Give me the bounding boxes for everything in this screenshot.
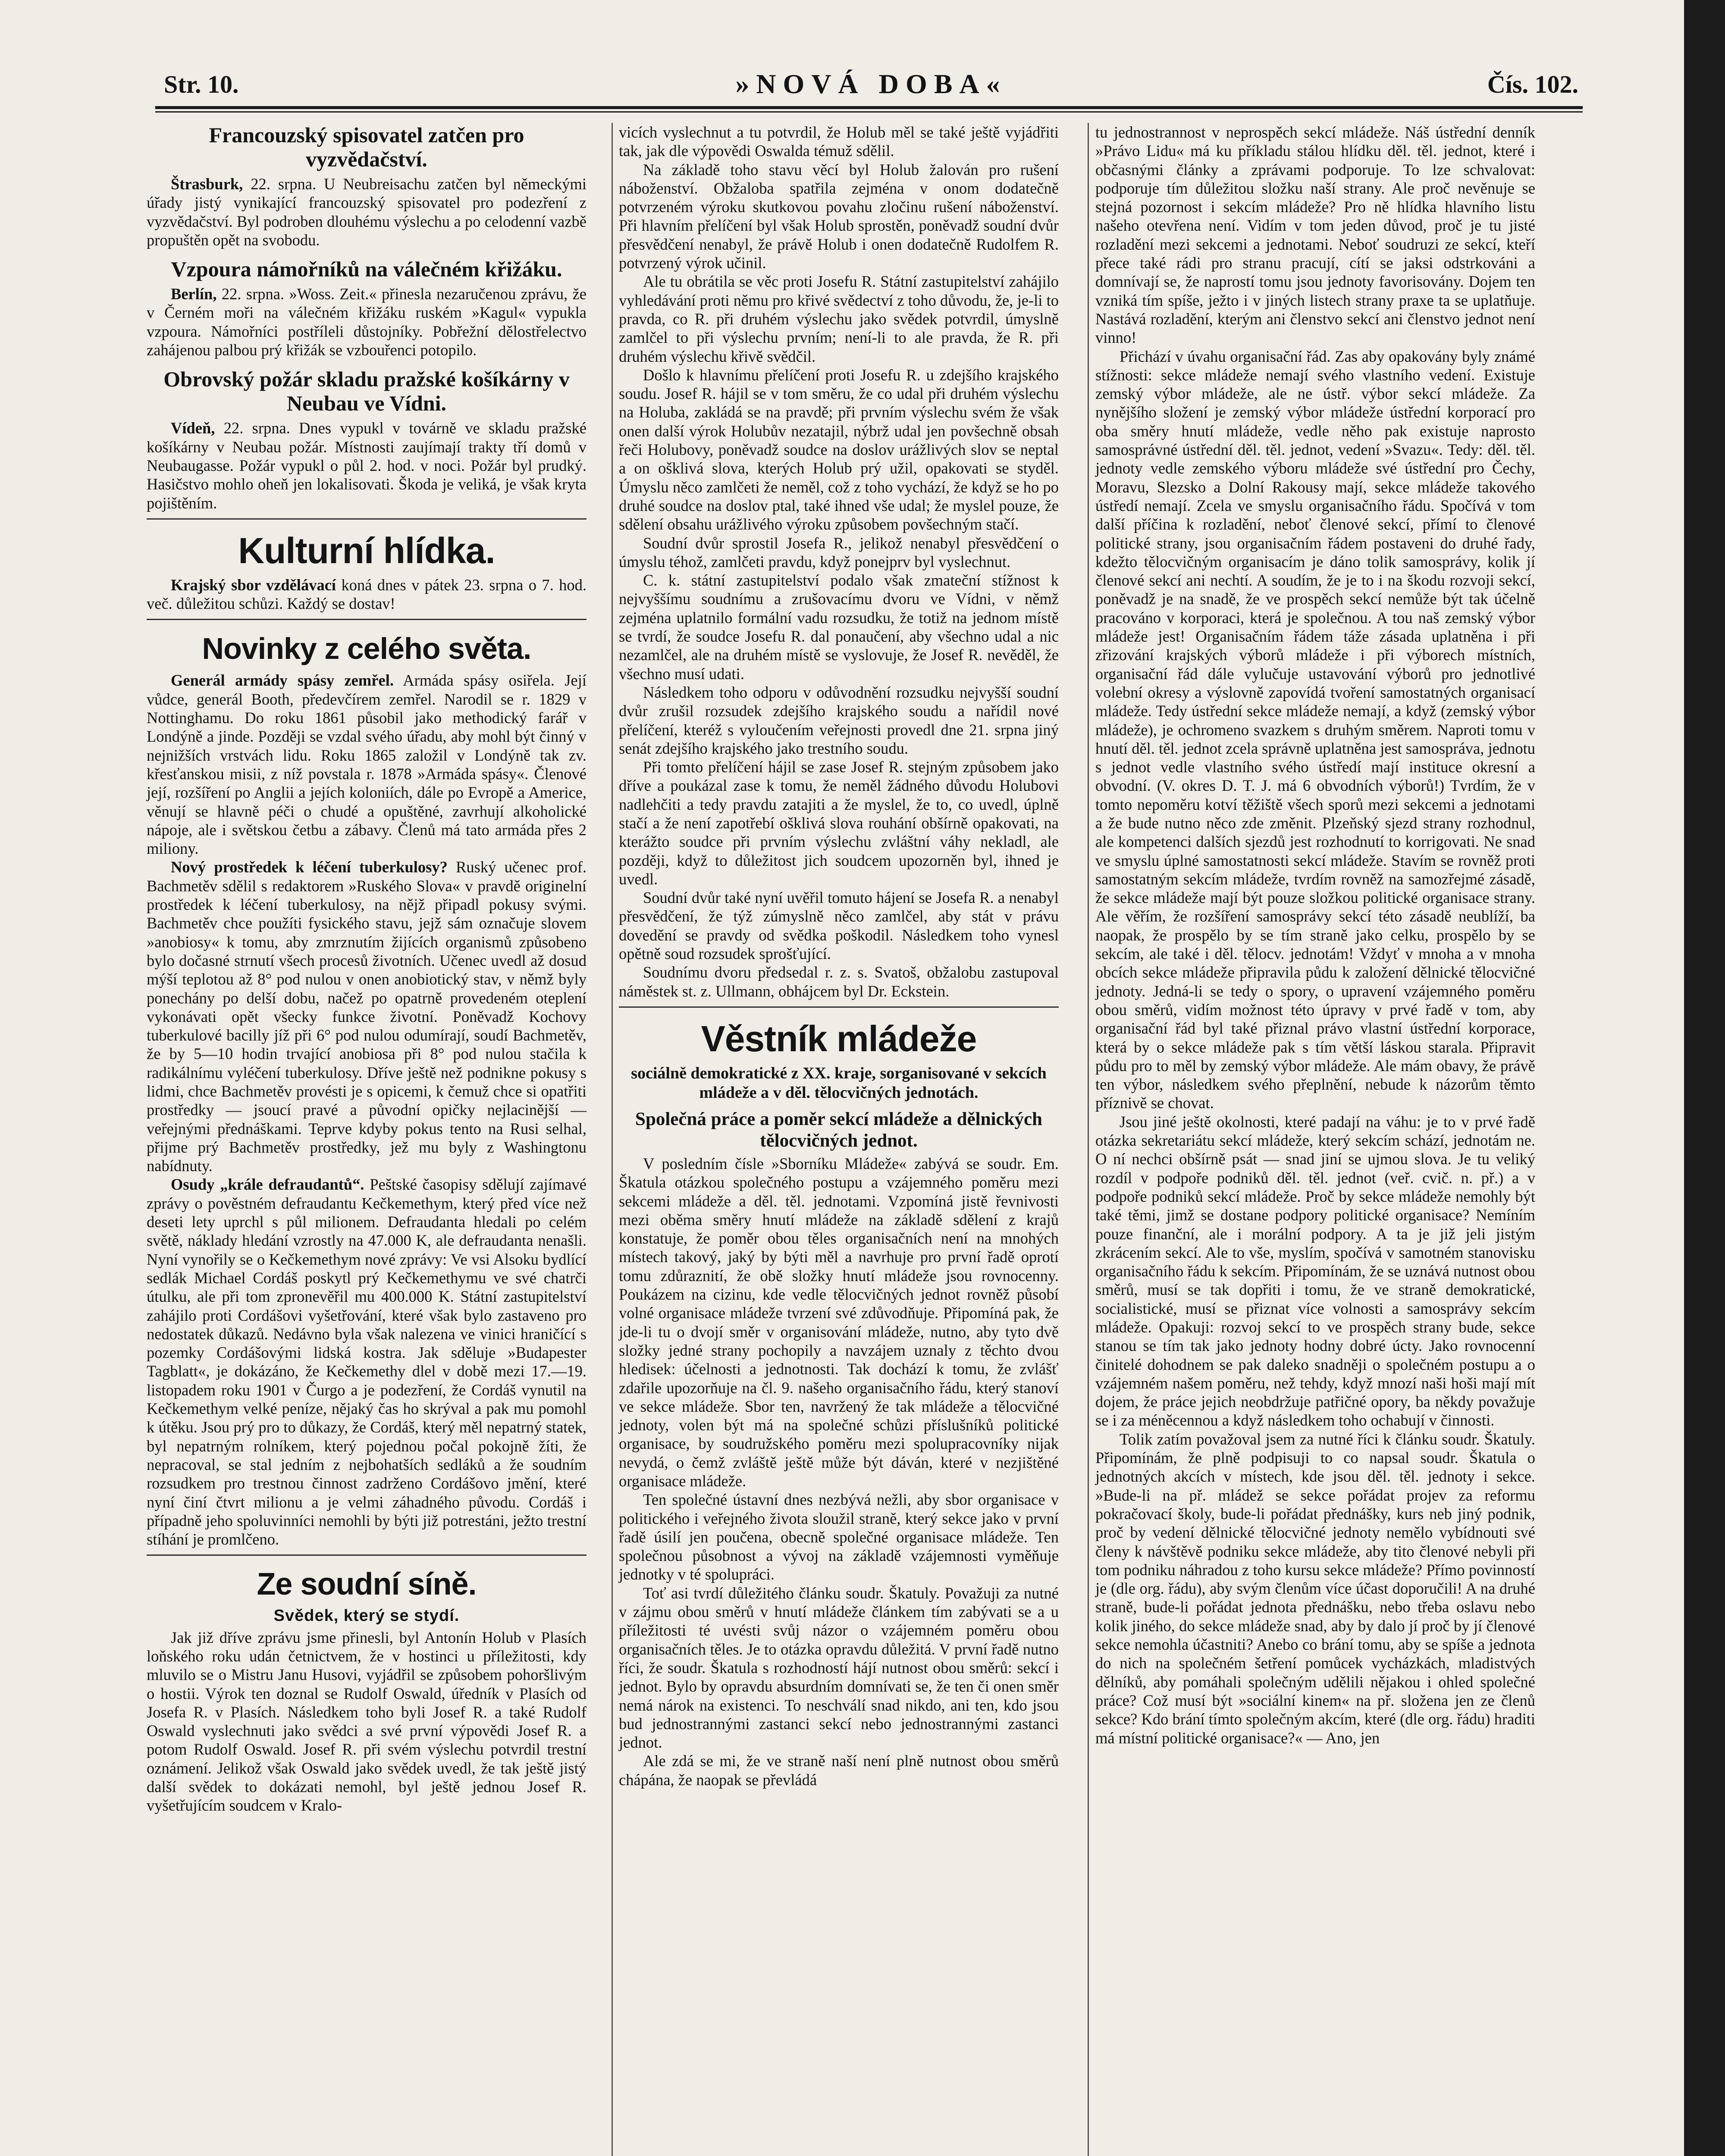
item-heading: Osudy „krále defraudantů“. (171, 1175, 364, 1194)
paragraph: Následkem toho odporu v odůvodnění rozsudku nejvyšší soudní dvůr zrušil rozsudek zdejšího krajského soudu a nařídil nové přelíčení, kteréž s vyloučením veřejnosti provedl dne 21. srpna jiný senát zdejšího krajského jako trestního soudu. (619, 683, 1059, 757)
section-rule (147, 518, 586, 520)
article-title: Obrovský požár skladu pražské košíkárny v Neubau ve Vídni. (163, 367, 570, 416)
column-divider (1088, 123, 1089, 2156)
section-title: Ze soudní síně. (257, 1567, 477, 1602)
header-rule-thin (155, 111, 1583, 113)
paragraph: Na základě toho stavu věcí byl Holub žalován pro rušení náboženství. Obžaloba spatřila zejména v onom dodatečně potvrzeném výroku skutkovou povahu zločinu rušení náboženství. Při hlavním přelíčení byl však Holub sprostěn, poněvadž soudní dvůr přesvědčení nenabyl, že právě Holub i onen dodatečně Rudolfem R. potvrzený výrok učinil. (619, 160, 1059, 272)
page-number: Str. 10. (164, 70, 239, 98)
paragraph: V posledním čísle »Sborníku Mládeže« zabývá se soudr. Em. Škatula otázkou společného postupu a vzájemného poměru mezi sekcemi mládeže a děl. těl. jednotami. Vzpomíná jistě řevnivosti mezi oběma směry hnutí mládeže na základě sdělení z krajů konstatuje, že poměr obou těles organisačních není na mnohých místech takový, jaký by býti měl a navrhuje pro první řadě oprotí tomu zdůraznití, že obě složky hnutí mládeže jsou rovnocenny. Poukázem na cizinu, kde vedle tělocvičných jednot rovněž působí volné organisace mládeže tvrzení své zdůvodňuje. Připomíná pak, že jde-li tu o dvojí směr v organisování mládeže, nutno, aby tyto dvě složky jedné strany pochopily a navzájem uznaly z těchto dvou hledisek: účelnosti a jednotnosti. Tak dochází k tomu, že zvlášť zdařile upozorňuje na čl. 9. našeho organisačního řádu, který stanoví ve sekce mládeže. Sbor ten, navržený že tak mládeže a tělocvičné jednoty, volen být má na společné schůzi příslušníků politické organisace, by soudružského poměru mezi spolupracovníky nijak nevydá, o čemž zvláště ještě může být dáván, které v nezjištěné organisace mládeže. (619, 1154, 1059, 1490)
section-subtitle: sociálně demokratické z XX. kraje, sorganisované v sekcích mládeže a v děl. tělocvičných jednotách. (631, 1064, 1047, 1102)
article-body: Jak již dříve zprávu jsme přinesli, byl Antonín Holub v Plasích loňského roku udán četnictvem, že v hostinci u příležitosti, kdy mluvilo se o Mistru Janu Husovi, vyjádřil se způsobem pohoršlivým o hostii. Výrok ten doznal se Rudolf Oswald, úředník v Plasích od Josefa R. v Plasích. Následkem toho byli Josef R. a také Rudolf Oswald vyslechnuti jako svědci a své první výpovědi Josef R. a potom Rudolf Oswald. Josef R. při svém výslechu potvrdil trestní oznámení. Jelikož však Oswald jako svědek uvedl, že tak ještě jistý další svědek to dokázati nemohl, byl ještě jednou Josef R. vyšetřujícím soudcem v Kralo- (147, 1628, 586, 1814)
section-title: Věstník mládeže (701, 1018, 977, 1059)
paragraph: Při tomto přelíčení hájil se zase Josef R. stejným způsobem jako dříve a poukázal zase k tomu, že neměl žádného důvodu Holubovi nadlehčiti a tedy pravdu zatajiti a že myslel, že to, co uvedl, úplně stačí a že není zapotřebí ošklivá slova rouhání obšírně opakovati, na kterážto soudce při prvním výslechu zvláštní váhy nekladl, ale později, když to důležitost jich soudcem upozorněn byl, ihned je uvedl. (619, 758, 1059, 888)
paragraph: tu jednostrannost v neprospěch sekcí mládeže. Náš ústřední denník »Právo Lidu« má ku příkladu stálou hlídku děl. těl. jednot, které i občasnými články a zprávami podporuje. To lze schvalovat: podporuje tím důležitou složku naší strany. Ale proč nevěnuje se stejná pozornost i sekcím mládeže? Pro ně hlídka hlavního listu našeho otevřena není. Vidím v tom jeden důvod, proč je tu jisté rozladění mezi sekcemi a jednotami. Neboť soudruzi ze sekcí, kteří přece také rádi pro stranu pracují, cítí se jaksi odstrkováni a domnívají se, že naprostí tomu jsou jednoty favorisovány. Dojem ten vzniká tím spíše, ježto i v jiných listech strany praxe ta se uplatňuje. Nastává rozladění, kterým ani členstvo sekcí ani členstvo jednot není vinno! (1095, 123, 1535, 347)
header-rule (155, 106, 1583, 109)
paragraph: C. k. státní zastupitelství podalo však zmateční stížnost k nejvyššímu soudnímu a zrušovacímu dvoru ve Vídni, v němž zejména uplatnilo formální vadu rozsudku, že totiž na jednom místě se tvrdí, že soudce Josefu R. dal ponaučení, aby všechno udal a nic nezamlčel, ale na druhém místě se vyslovuje, že Josef R. nevěděl, že všechno musí udati. (619, 571, 1059, 683)
column-divider (612, 123, 613, 2156)
paragraph: Tolik zatím považoval jsem za nutné říci k článku soudr. Škatuly. Připomínám, že plně podpisuji to co napsal soudr. Škatula o jednotných akcích v místech, kde jsou děl. těl. jednoty i sekce. »Bude-li na př. mládež se sekce pořádat projev za reformu pokračovací školy, bude-li pořádat přednášky, kurs neb jiný podnik, proč by vedení dělnické tělocvičné jednoty nemělo vybídnouti své členy k návštěvě podniku sekce mládeže, aby tito členové nebyli při tom podniku náhradou z toho kursu sekce mládeže? Přímo povinností je (dle org. řádu), aby svým členům více účast doporučili! A na druhé straně, bude-li pořádat jednota přednášku, nebo třeba oslavu nebo kolik jiného, do sekce mládeže snad, aby by dalo jí proč by jí členové sekce nemohla účastniti? Anebo co brání tomu, aby se spíše a jednota do nich na společném šetření pomůcek vycházkách, mladistvých dělníků, aby pomáhali společným udělili nějakou i ohled společné práce? Což musí být »sociální kinem« na př. složena jen ze členů sekce? Kdo brání tímto společným akcím, které (dle org. řádu) hraditi má místní politické organisace?« — Ano, jen (1095, 1430, 1535, 1747)
article-body: 22. srpna. Dnes vypukl v továrně ve skladu pražské košíkárny v Neubau požár. Místnosti zaujímají trakty tří domů v Neubaugasse. Požár vypukl o půl 2. hod. v noci. Požár byl prudký. Hasičstvo mohlo oheň jen lokalisovati. Škoda je veliká, je však kryta pojištěním. (147, 419, 587, 512)
issue-number: Čís. 102. (1487, 70, 1578, 98)
paragraph: Ten společné ústavní dnes nezbývá nežli, aby sbor organisace v politického i veřejného života sloužil straně, který sekce jako v první řadě úsilí jen poučena, obecně společné organisace mládeže. Ten společnou působnost a vývoj na základě vzájemnosti vyměňuje jednotky v té spolupráci. (619, 1491, 1059, 1583)
masthead: »NOVÁ DOBA« (735, 69, 1007, 99)
dateline: Vídeň, (171, 419, 215, 437)
page-edge-shadow (1684, 0, 1725, 2156)
column-1 (147, 123, 586, 1815)
paragraph: Soudní dvůr také nyní uvěřil tomuto hájení se Josefa R. a nenabyl přesvědčení, že týž zúmyslně něco zamlčel, aby stát v právu dovedění se pravdy od svědka poškodil. Následkem toho vynesl opětně soud rozsudek sprošťující. (619, 889, 1059, 963)
section-title: Novinky z celého světa. (202, 632, 531, 666)
column-3 (1095, 123, 1535, 1747)
paragraph: Toť asi tvrdí důležitého článku soudr. Škatuly. Považuji za nutné v zájmu obou směrů v hnutí mládeže článkem tím zabývati se a u příležitosti té uvésti svůj názor o vzájemném poměru obou organisačních těles. Je to otázka opravdu důležitá. V první řadě nutno říci, že soudr. Škatula s rozhodností hájí nutnost obou směrů: sekcí i jednot. Bylo by opravdu absurdním domnívati se, že ten či onen směr nemá nárok na existenci. To neschválí snad nikdo, ani ten, kdo jsou bud jednostrannými zastanci sekcí nebo jednostrannými zastanci jednot. (619, 1584, 1059, 1752)
item-heading: Generál armády spásy zemřel. (171, 671, 394, 689)
paragraph: Soudnímu dvoru předsedal r. z. s. Svatoš, obžalobu zastupoval náměstek st. z. Ullmann, obhájcem byl Dr. Eckstein. (619, 963, 1059, 1000)
paragraph: Přichází v úvahu organisační řád. Zas aby opakovány byly známé stížnosti: sekce mládeže nemají svého vlastního vedení. Existuje zemský výbor mládeže, ale ne ústř. výbor sekcí mládeže. Za nynějšího složení je zemský výbor mládeže ústřední korporací pro oba směry hnutí mládeže, vedle něho pak existuje naprosto samosprávné ústřední děl. těl. jednot, vedení »Svazu«. Tedy: děl. těl. jednoty vedle zemského výboru mládeže své ústřední pro Čechy, Moravu, Slezsko a Dolní Rakousy mají, sekce mládeže takového ústředí nemají. Zcela ve smyslu organisačního řádu. Spočívá v tom další příčina k rozladění, neboť členové sekcí, přímí to členové politické strany, jsou organisačním řádem postaveni do druhé řady, kdežto tělocvičným organisacím je dáno tolik samosprávy, kolik jí členové sekcí ani nechtí. A soudím, že je to i na škodu rozvoji sekcí, poněvadž je na snadě, že ve prospěch sekcí nemůže být tak účelně pracováno v korporaci, která je společnou. A tou naš zemský výbor mládeže jest! Organisačním řádem táže zásada uplatněna i při zřizování krajských výborů mládeže i při výborech místních, organisační řád dále vylučuje ustavování výborů pro jednotlivé volební okresy a výslovně zapovídá tvoření samostatných organisací mládeže. Tedy ústřední sekce mládeže nemají, a když (zemský výbor mládeže), je ochromeno svazkem s druhým směrem. Naproti tomu v hnutí děl. těl. jednot zcela správně uplatněna jest samospráva, jednotu s jednot vedle vlastního svého ústředí mají instituce okresní a obvodní. (V. okres D. T. J. má 6 obvodních výborů!) Tvrdím, že v tomto nepoměru kotví těžiště všech sporů mezi sekcemi a jednotami a že bude nutno něco zde změnit. Plzeňský sjezd strany rozhodnul, ale kompetenci dalších sjezdů jest rozhodnutí to korrigovati. Ne snad ve smyslu úplné samostatnosti sekcí mládeže. Stavím se rovněž proti samostatným sekcím mládeže, tvrdím rovněž na samozřejmé zásadě, že sekce mládeže mají být pouze složkou politické organisace strany. Ale věřím, že rozšíření samosprávy sekcí této zásadě neublíží, ba naopak, že prospělo by se tím straně jako celku, prospělo by se sekcím, ale také i děl. tělocv. jednotám! Vždyť v mnoha a v mnoha obcích sekce mládeže připravila půdu k založení dělnické tělocvičné jednoty. Jedná-li se tedy o spory, o upravení vzájemného poměru obou směrů, vidím možnost této úpravy v prvé řadě v tom, aby organisační řád byl také přiznal právo vlastní ústřední korporace, která by o sekce mládeže pak s tím větší láskou starala. Připravit půdu pro to měl by zemský výbor mládeže. Ale mám obavy, že právě ten výbor, následkem svého přeplnění, nebude k názorům těmto příznivě se chovat. (1095, 347, 1535, 1112)
paragraph: Ale tu obrátila se věc proti Josefu R. Státní zastupitelství zahájilo vyhledávání proti němu pro křivé svědectví z toho důvodu, že, je-li to pravda, co R. při druhém výslechu jako svědek potvrdil, úmyslně zamlčel to při výslechu prvním; není-li to ale pravda, že R. při druhém výslechu křivě svědčil. (619, 273, 1059, 365)
column-2 (619, 123, 1059, 1789)
item-body: Armáda spásy osiřela. Její vůdce, generál Booth, předevčírem zemřel. Narodil se r. 1829 v Nottinghamu. Do roku 1861 působil jako methodický farář v Londýně a jinde. Později se vzdal svého úřadu, aby mohl být činný v nejnižších vrstvách lidu. Roku 1865 založil v Londýně tak zv. křesťanskou misii, z níž povstala r. 1878 »Armáda spásy«. Členové její, rozšíření po Anglii a jejích koloniích, dále po Evropě a Americe, věnují se hlavně péči o chudé a opuštěné, zavrhují alkoholické nápoje, ale i světskou četbu a zábavy. Členů má tato armáda přes 2 miliony. (147, 671, 586, 858)
article-title: Vzpoura námořníků na válečném křižáku. (171, 257, 562, 282)
notice-body: koná dnes v pátek 23. srpna o 7. hod. več. důležitou schůzi. Každý se dostav! (147, 576, 587, 613)
paragraph: vicích vyslechnut a tu potvrdil, že Holub měl se také ještě vyjádřiti tak, jak dle výpovědi Oswalda témuž sdělil. (619, 123, 1059, 160)
article-title: Společná práce a poměr sekcí mládeže a dělnických tělocvičných jednot. (635, 1109, 1042, 1151)
page-header (164, 60, 1578, 103)
article-body: U Neubreisachu zatčen byl německými úřady jistý vynikající francouzský spisovatel pro podezření z vyzvědačství. Byl podroben dlouhému výslechu a po celodenní vazbě propuštěn opět na svobodu. (147, 175, 587, 249)
notice-lead: Krajský sbor vzdělávací (171, 576, 336, 594)
article-title: Francouzský spisovatel zatčen pro vyzvědačství. (209, 123, 524, 171)
article-subtitle: Svědek, který se stydí. (273, 1607, 460, 1625)
dateline: Štrasburk, (171, 175, 243, 193)
dateline: Berlín, (171, 285, 217, 303)
article-body: 22. srpna. »Woss. Zeit.« přinesla nezaručenou zprávu, že v Černém moři na válečném křižáku ruském »Kagul« vypukla vzpoura. Námořníci postříleli důstojníky. Pobřežní dělostřelectvo zahájenou palbou prý křižák se vzbouřenci potopilo. (147, 285, 586, 359)
paragraph: Ale zdá se mi, že ve straně naší není plně nutnost obou směrů chápána, že naopak se převládá (619, 1752, 1059, 1789)
paragraph: Došlo k hlavnímu přelíčení proti Josefu R. u zdejšího krajského soudu. Josef R. hájil se v tom směru, že co udal při druhém výslechu na Holuba, zakládá se na pravdě; při prvním výslechu svém že však onen další výrok Holubův nezatajil, nýbrž udal jen povšechně obsah řeči Holubovy, poněvadž soudce na doslov urážlivých slov se neptal a on ošklivá slova, kterých Holub prý užil, opakovati se styděl. Úmyslu něco zamlčeti že neměl, což z toho vychází, že když se ho po druhé soudce na doslov ptal, také ihned vše udal; že myslel pouze, že sdělení obsahu urážlivého výroku způsobem povšechným stačí. (619, 366, 1059, 533)
item-heading: Nový prostředek k léčení tuberkulosy? (171, 858, 448, 876)
section-rule (619, 1006, 1059, 1008)
paragraph: Soudní dvůr sprostil Josefa R., jelikož nenabyl přesvědčení o úmyslu téhož, zamlčeti pravdu, když ponejprv byl vyslechnut. (619, 534, 1059, 570)
item-body: Peštské časopisy sdělují zajímavé zprávy o pověstném defraudantu Kečkemethym, který před více než deseti lety uprchl s půl milionem. Defraudanta hledali po celém světě, náklady hledání vzrostly na 47.000 K, ale defraudanta nenašli. Nyní vynořily se o Kečkemethym nové zprávy: Ve vsi Alsoku bydlící sedlák Michael Cordáš poskytl prý Kečkemethymu ve své chatrči útulku, ale při tom zpronevěřil mu 400.000 K. Státní zastupitelství zahájilo proti Cordášovi vyšetřování, které však bylo zastaveno pro nedostatek důkazů. Nedávno byla však nalezena ve vinici hraničící s pozemky Cordášovými lidská kostra. Jak sděluje »Budapester Tagblatt«, je dokázáno, že Kečkemethy dlel v době mezi 17.—19. listopadem roku 1901 v Čurgo a je podezření, že Cordáš vynutil na Kečkemethym velké peníze, nějaký čas ho skrýval a pak mu pomohl k útěku. Jsou prý pro to důkazy, že Cordáš, který měl nepatrný statek, byl nepatrným rolníkem, který pojednou počal pokojně žíti, že nepracoval, se stal jedním z nejbohatších sedláků a že soudním rozsudkem pro trestnou činnost zadrženo Cordášovo jmění, které nyní činí čtvrt milionu a je velmi záhadného původu. Cordáš i případně jeho spoluvinníci nemohli by býti již potrestáni, ježto trestní stíhání je promlčeno. (147, 1175, 586, 1548)
item-body: Ruský učenec prof. Bachmetěv sdělil s redaktorem »Ruského Slova« v pravdě originelní prostředek k léčení tuberkulosy, na nějž připadl pokusy svými. Bachmetěv chce použíti fysického stavu, jejž sám označuje slovem »anobiosy« k tomu, aby zmrznutím žijících organismů způsobeno bylo dočasné strnutí všech procesů životních. Učenec uvedl až dosud mýší teplotou až 8° pod nulou v onen anobiotický stav, v němž byly ponechány po delší dobu, načež po opatrně provedeném oteplení vykonávati opět všecky funkce životní. Poněvadž Kochovy tuberkulové bacilly jíž při 6° pod nulou odumírají, soudí Bachmetěv, že by 5—10 hodin trvající anobiosa při 8° pod nulou stačila k radikálnímu vyléčení tuberkulosy. Dříve ještě než podnikne pokusy s lidmi, chce Bachmetěv provésti je s opicemi, k čemuž chce si opatřiti prostředky — jsoucí pravé a původní opičky nejlacinější — veřejnými přednáškami. Teprve kdyby pokus tento na Rusi selhal, přijme prý Bachmetěv prostředky, jež mu byly z Washingtonu nabídnuty. (147, 858, 587, 1175)
section-rule (147, 1554, 586, 1556)
section-title: Kulturní hlídka. (238, 530, 495, 571)
dateline-date: 22. srpna. (243, 175, 317, 193)
section-rule (147, 619, 586, 620)
paragraph: Jsou jiné ještě okolnosti, které padají na váhu: je to v prvé řadě otázka sekretariátu sekcí mládeže, který sekcím schází, jednotám ne. O ní nechci obšírně psát — snad jiní se ujmou slova. Je tu veliký rozdíl v podpoře podniků děl. těl. jednot (veř. cvič. n. př.) a v podpoře podniků sekcí mládeže. Proč by sekce mládeže nemohly být také těmi, jimž se dostane podpory politické organisace? Nemíním pouze finanční, ale i morální podpory. A ta je již jeli jistým zkrácením sekcí. Ale to vše, myslím, spočívá v samotném stanovisku organisačního řádu k sekcím. Připomínám, že se uznává nutnost obou směrů, musí se tak dopřiti i tomu, že ve straně demokratické, socialistické, musí se přiznat více volnosti a samosprávy sekcím mládeže. Opakuji: rozvoj sekcí to ve prospěch strany bude, sekce stanou se tím tak jako jednoty hodny dobré úcty. Jako rovnocenní činitelé dohodnem se pak daleko snadněji o společném postupu a o vzájemném našem poměru, než tehdy, když mnozí naši hoši mají mít dojem, že práce jejich neobdržuje patřičné opory, ba někdy považuje se i za méněcennou a když následkem toho ochabují v činnosti. (1095, 1112, 1535, 1429)
